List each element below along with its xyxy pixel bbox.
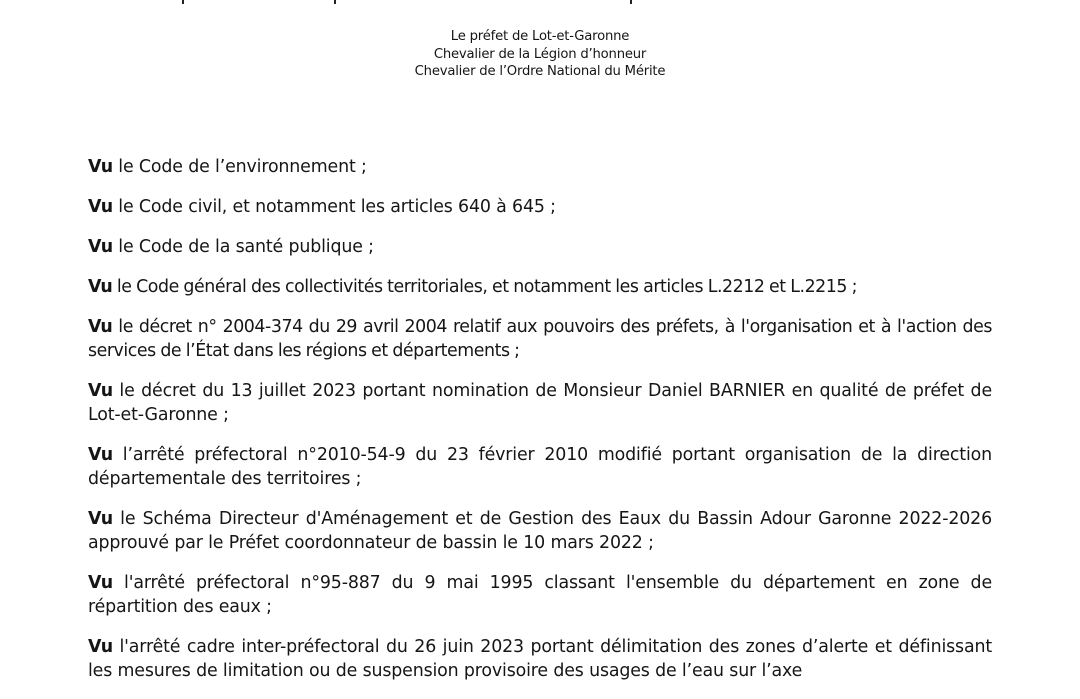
visa-paragraph: [88, 379, 992, 427]
header-line-merite: Chevalier de l’Ordre National du Mérite: [414, 64, 666, 79]
visa-paragraph: [88, 507, 992, 555]
visa-paragraph: [88, 275, 992, 299]
visas-section: [88, 155, 992, 699]
visa-lead: Vu: [88, 157, 113, 177]
visa-lead: Vu: [88, 381, 113, 401]
visa-lead: Vu: [88, 237, 113, 257]
visa-paragraph: [88, 443, 992, 491]
visa-paragraph: [88, 635, 992, 683]
visa-text: le Code général des collectivités territoriales, et notamment les articles L.2212 et L.2215 ;: [112, 277, 858, 297]
visa-paragraph: [88, 195, 992, 219]
visa-text: le Code de la santé publique ;: [112, 237, 374, 257]
visa-paragraph: [88, 235, 992, 259]
visa-lead: Vu: [88, 509, 113, 529]
visa-paragraph: [88, 315, 992, 363]
descender-fragment: [630, 0, 632, 4]
cropped-previous-line: [0, 0, 1080, 10]
header-line-prefect: Le préfet de Lot-et-Garonne: [450, 29, 630, 44]
descender-fragment: [182, 0, 184, 4]
prefect-header: [0, 28, 1080, 81]
header-line-legion: Chevalier de la Légion d’honneur: [433, 46, 647, 62]
visa-text: le décret n° 2004-374 du 29 avril 2004 relatif aux pouvoirs des préfets, à l'organisation et à l'action des services de l’État dans les régions et départements ;: [88, 317, 992, 361]
visa-text: l’arrêté préfectoral n°2010-54-9 du 23 février 2010 modifié portant organisation de la direction départementale des territoires ;: [88, 445, 992, 489]
visa-lead: Vu: [88, 637, 113, 657]
visa-text: l'arrêté cadre inter-préfectoral du 26 juin 2023 portant délimitation des zones d’alerte et définissant les mesures de limitation ou de suspension provisoire des usages de l’eau sur l’axe: [88, 637, 992, 681]
visa-text: le décret du 13 juillet 2023 portant nomination de Monsieur Daniel BARNIER en qualité de préfet de Lot-et-Garonne ;: [88, 381, 992, 425]
visa-paragraph: [88, 155, 992, 179]
visa-lead: Vu: [88, 277, 113, 297]
visa-lead: Vu: [88, 445, 113, 465]
visa-paragraph: [88, 571, 992, 619]
visa-lead: Vu: [88, 573, 113, 593]
descender-fragment: [334, 0, 336, 4]
visa-lead: Vu: [88, 317, 113, 337]
visa-text: le Code de l’environnement ;: [112, 157, 367, 177]
visa-text: le Schéma Directeur d'Aménagement et de Gestion des Eaux du Bassin Adour Garonne 2022-2026 approuvé par le Préfet coordonnateur de bassin le 10 mars 2022 ;: [88, 509, 992, 553]
visa-text: le Code civil, et notamment les articles 640 à 645 ;: [112, 197, 556, 217]
visa-lead: Vu: [88, 197, 113, 217]
visa-text: l'arrêté préfectoral n°95-887 du 9 mai 1995 classant l'ensemble du département en zone de répartition des eaux ;: [88, 573, 992, 617]
